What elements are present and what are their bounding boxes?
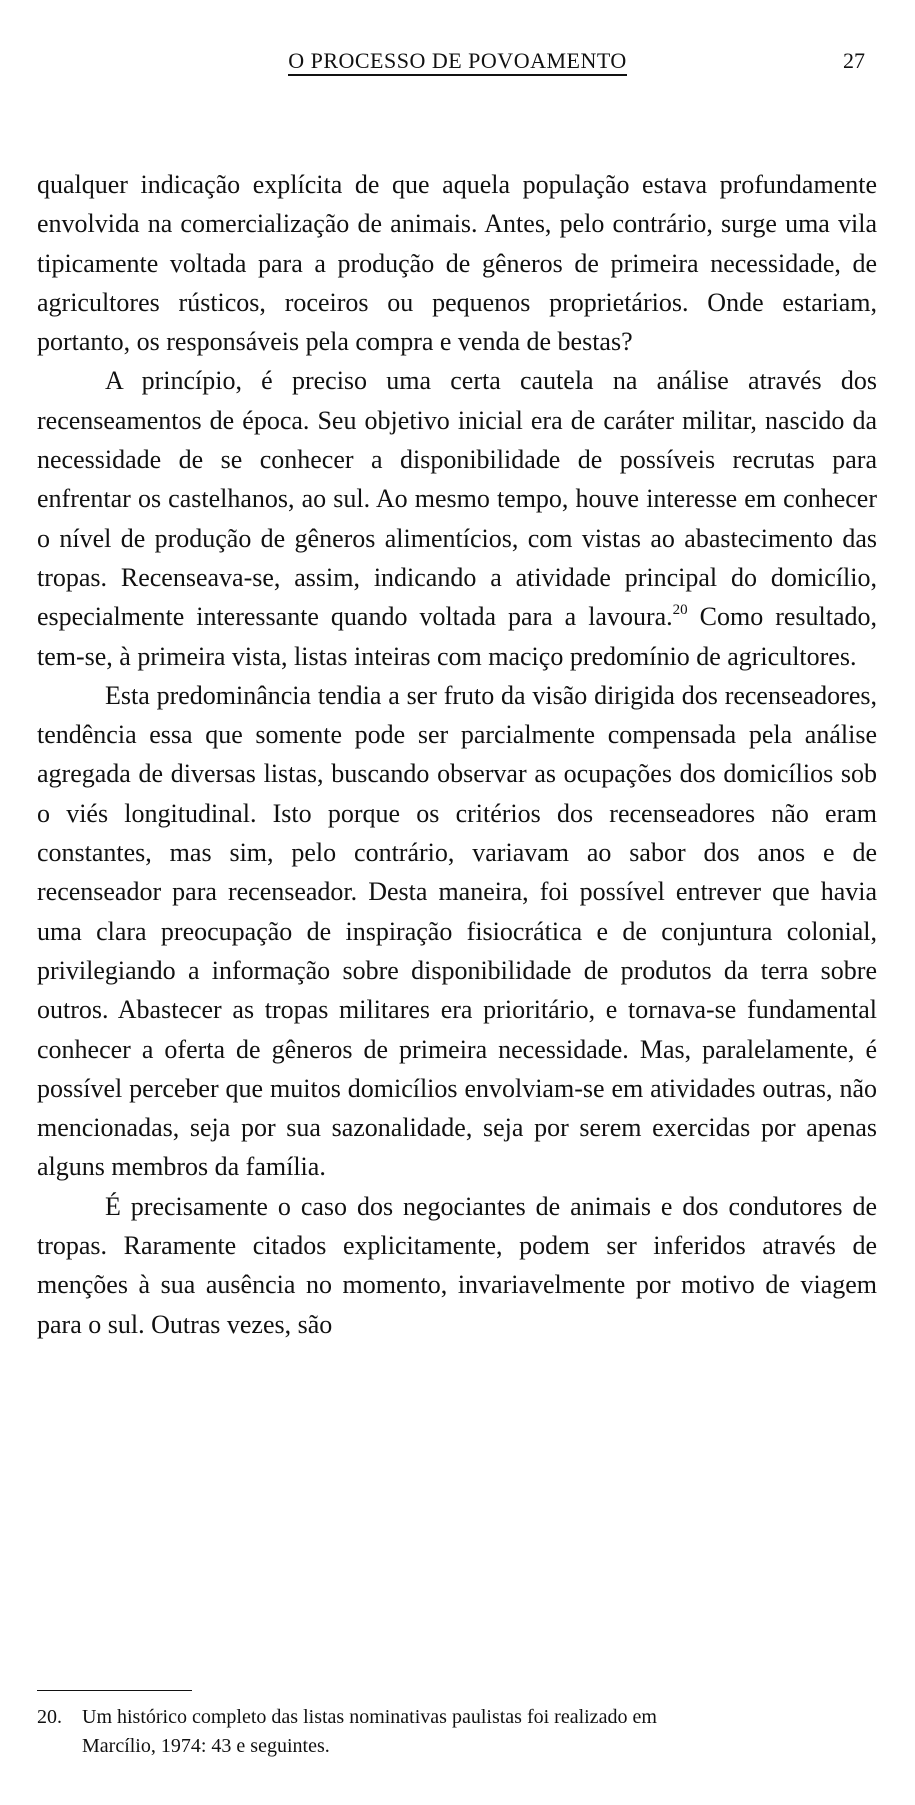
footnote-number: 20. — [37, 1706, 62, 1728]
paragraph-4: É precisamente o caso dos negociantes de animais e dos condutores de tropas. Raramente citados explicitamente, podem ser inferidos através de menções à sua ausência no momento, invariavelmente por motivo de viagem para o sul. Outras vezes, são — [37, 1191, 877, 1339]
footnote-reference: 20 — [672, 602, 688, 619]
running-header — [0, 48, 915, 78]
body-text — [37, 165, 877, 1344]
footnote-text-1: Um histórico completo das listas nominativas paulistas foi realizado em — [82, 1706, 657, 1728]
paragraph-2-text: A princípio, é preciso uma certa cautela na análise através dos recenseamentos de época. Seu objetivo inicial era de caráter militar, nascido da necessidade de se conhecer a disponibilidade de possíveis recrutas para enfrentar os castelhanos, ao sul. Ao mesmo tempo, houve interesse em conhecer o nível de produção de gêneros alimentícios, com vistas ao abastecimento das tropas. Recenseava-se, assim, indicando a atividade principal do domicílio, especialmente interessante quando voltada para a lavoura. — [37, 366, 877, 632]
footnote-text-2: Marcílio, 1974: 43 e seguintes. — [82, 1735, 330, 1757]
page-number: 27 — [843, 48, 865, 73]
footnote-line-1 — [37, 1703, 877, 1732]
paragraph-2-continuation: Como resultado, tem-se, à primeira vista, listas inteiras com maciço predomínio de agricultores. — [37, 602, 877, 671]
paragraph-1: qualquer indicação explícita de que aquela população estava profundamente envolvida na comercialização de animais. Antes, pelo contrário, surge uma vila tipicamente voltada para a produção de gêneros de primeira necessidade, de agricultores rústicos, roceiros ou pequenos proprietários. Onde estariam, portanto, os responsáveis pela compra e venda de bestas? — [37, 170, 877, 357]
footnote-divider — [37, 1690, 192, 1691]
paragraph-2 — [37, 361, 877, 675]
running-title: O PROCESSO DE POVOAMENTO — [0, 48, 915, 74]
paragraph-3: Esta predominância tendia a ser fruto da visão dirigida dos recenseadores, tendência essa que somente pode ser parcialmente compensada pela análise agregada de diversas listas, buscando observar as ocupações dos domicílios sob o viés longitudinal. Isto porque os critérios dos recenseadores não eram constantes, mas sim, pelo contrário, variavam ao sabor dos anos e de recenseador para recenseador. Desta maneira, foi possível entrever que havia uma clara preocupação de inspiração fisiocrática e de conjuntura colonial, privilegiando a informação sobre disponibilidade de produtos da terra sobre outros. Abastecer as tropas militares era prioritário, e tornava-se fundamental conhecer a oferta de gêneros de primeira necessidade. Mas, paralelamente, é possível perceber que muitos domicílios envolviam-se em atividades outras, não mencionadas, seja por sua sazonalidade, seja por serem exercidas por apenas alguns membros da família. — [37, 680, 877, 1182]
footnote — [37, 1703, 877, 1761]
